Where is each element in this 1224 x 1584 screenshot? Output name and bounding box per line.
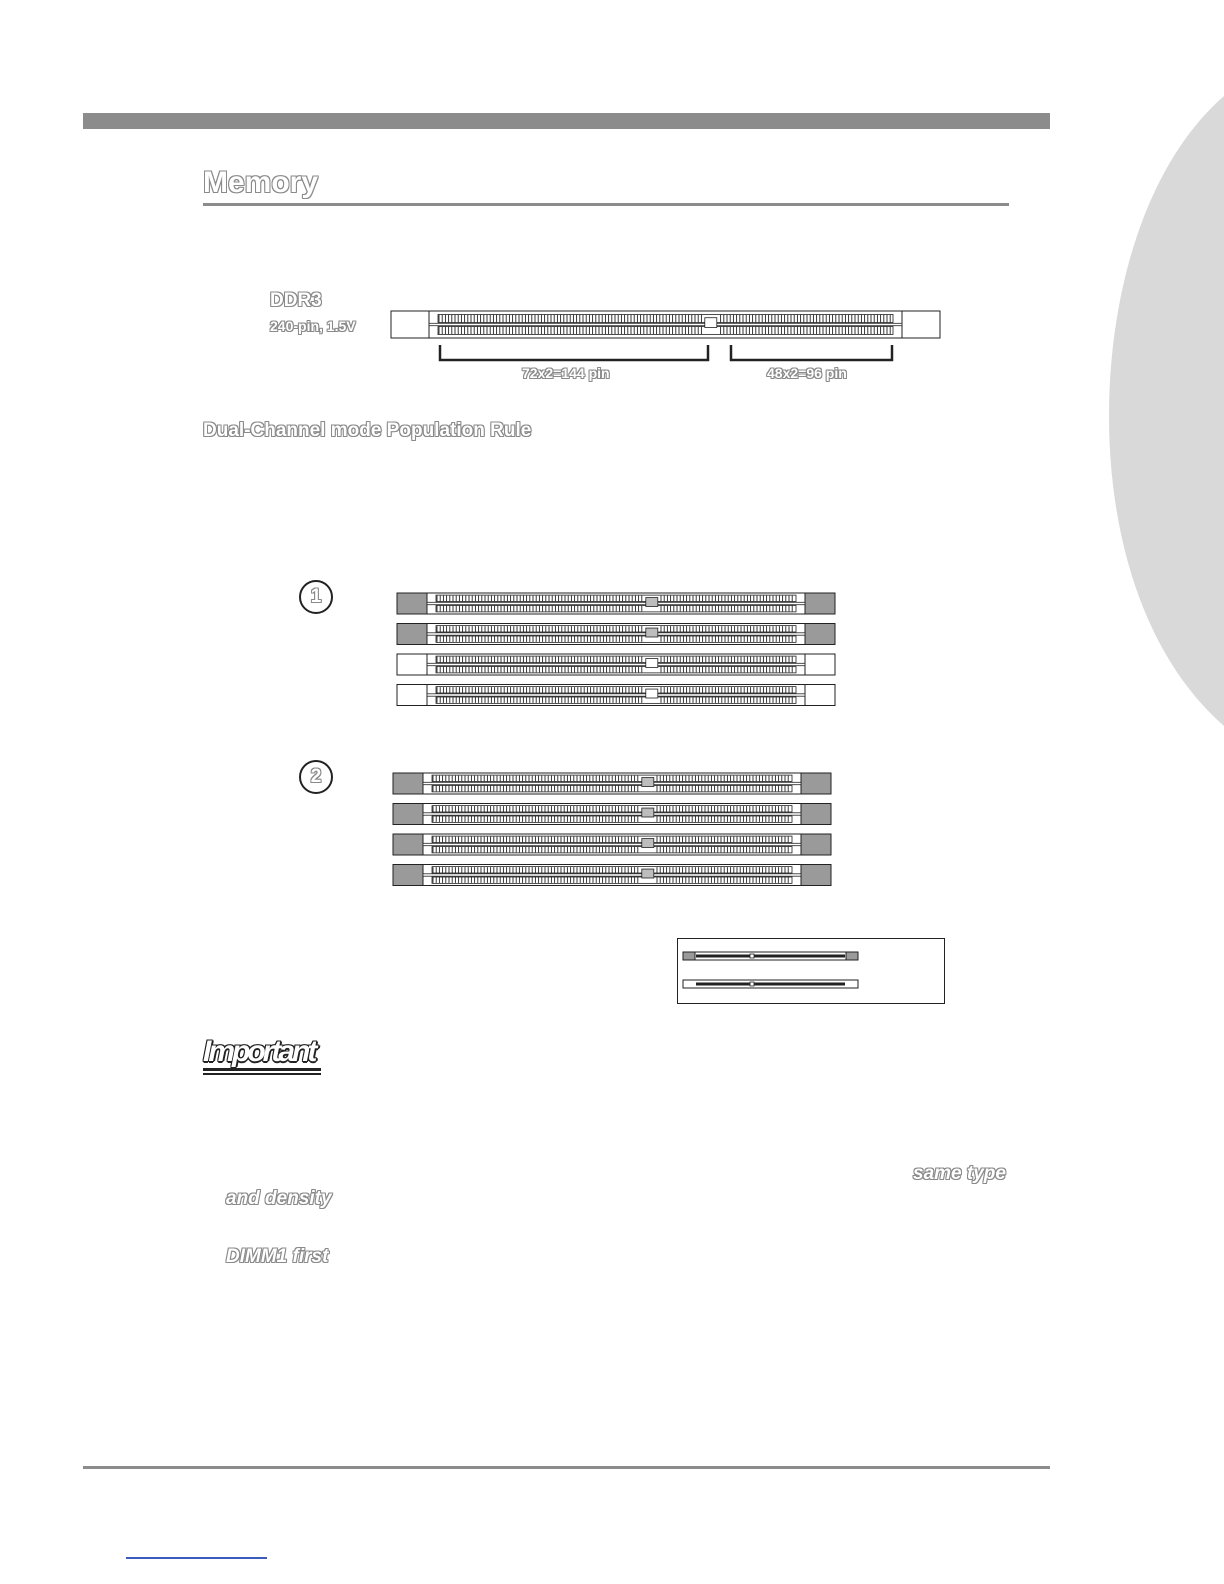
dimm-slot-4 — [393, 865, 831, 886]
dimm-slot-1 — [397, 593, 835, 614]
important-underline — [203, 1068, 321, 1071]
section-subheading: Dual-Channel mode Population Rule — [203, 420, 532, 441]
step-1-badge: 1 — [299, 580, 333, 614]
dimm-slot-4 — [397, 685, 835, 706]
legend-box — [677, 938, 945, 1004]
pin-bracket-right — [731, 345, 892, 360]
important-underline-2 — [203, 1073, 321, 1075]
legend-empty-slot — [683, 980, 858, 988]
title-underline — [203, 203, 1009, 206]
pin-count-left: 72x2=144 pin — [522, 365, 610, 381]
legend-installed-slot — [683, 952, 858, 960]
footer-link-underline[interactable] — [126, 1557, 267, 1559]
step-2-badge: 2 — [299, 760, 333, 794]
note-same-type: same type — [913, 1163, 1006, 1184]
ddr3-label: DDR3 — [270, 290, 322, 311]
dimm-slot-1 — [393, 773, 831, 794]
note-dimm1-first: DIMM1 first — [226, 1246, 329, 1267]
ddr3-slot-diagram — [390, 308, 942, 366]
page-title: Memory — [203, 166, 319, 199]
chapter-side-tab — [1049, 96, 1224, 726]
dimm-slot-2 — [397, 624, 835, 645]
note-and-density: and density — [226, 1188, 332, 1209]
dimm-slot-2 — [393, 804, 831, 825]
pin-bracket-left — [440, 345, 708, 360]
dimm-slot-3 — [397, 654, 835, 675]
important-heading: Important — [203, 1035, 315, 1068]
dimm-slot-3 — [393, 834, 831, 855]
ddr3-slot — [391, 311, 940, 338]
step-2-slot-diagram — [392, 772, 834, 888]
step-1-slot-diagram — [396, 592, 838, 708]
header-bar — [83, 113, 1050, 129]
pin-count-right: 48x2=96 pin — [767, 365, 847, 381]
ddr3-spec: 240-pin, 1.5V — [270, 318, 356, 334]
footer-rule — [83, 1466, 1050, 1469]
